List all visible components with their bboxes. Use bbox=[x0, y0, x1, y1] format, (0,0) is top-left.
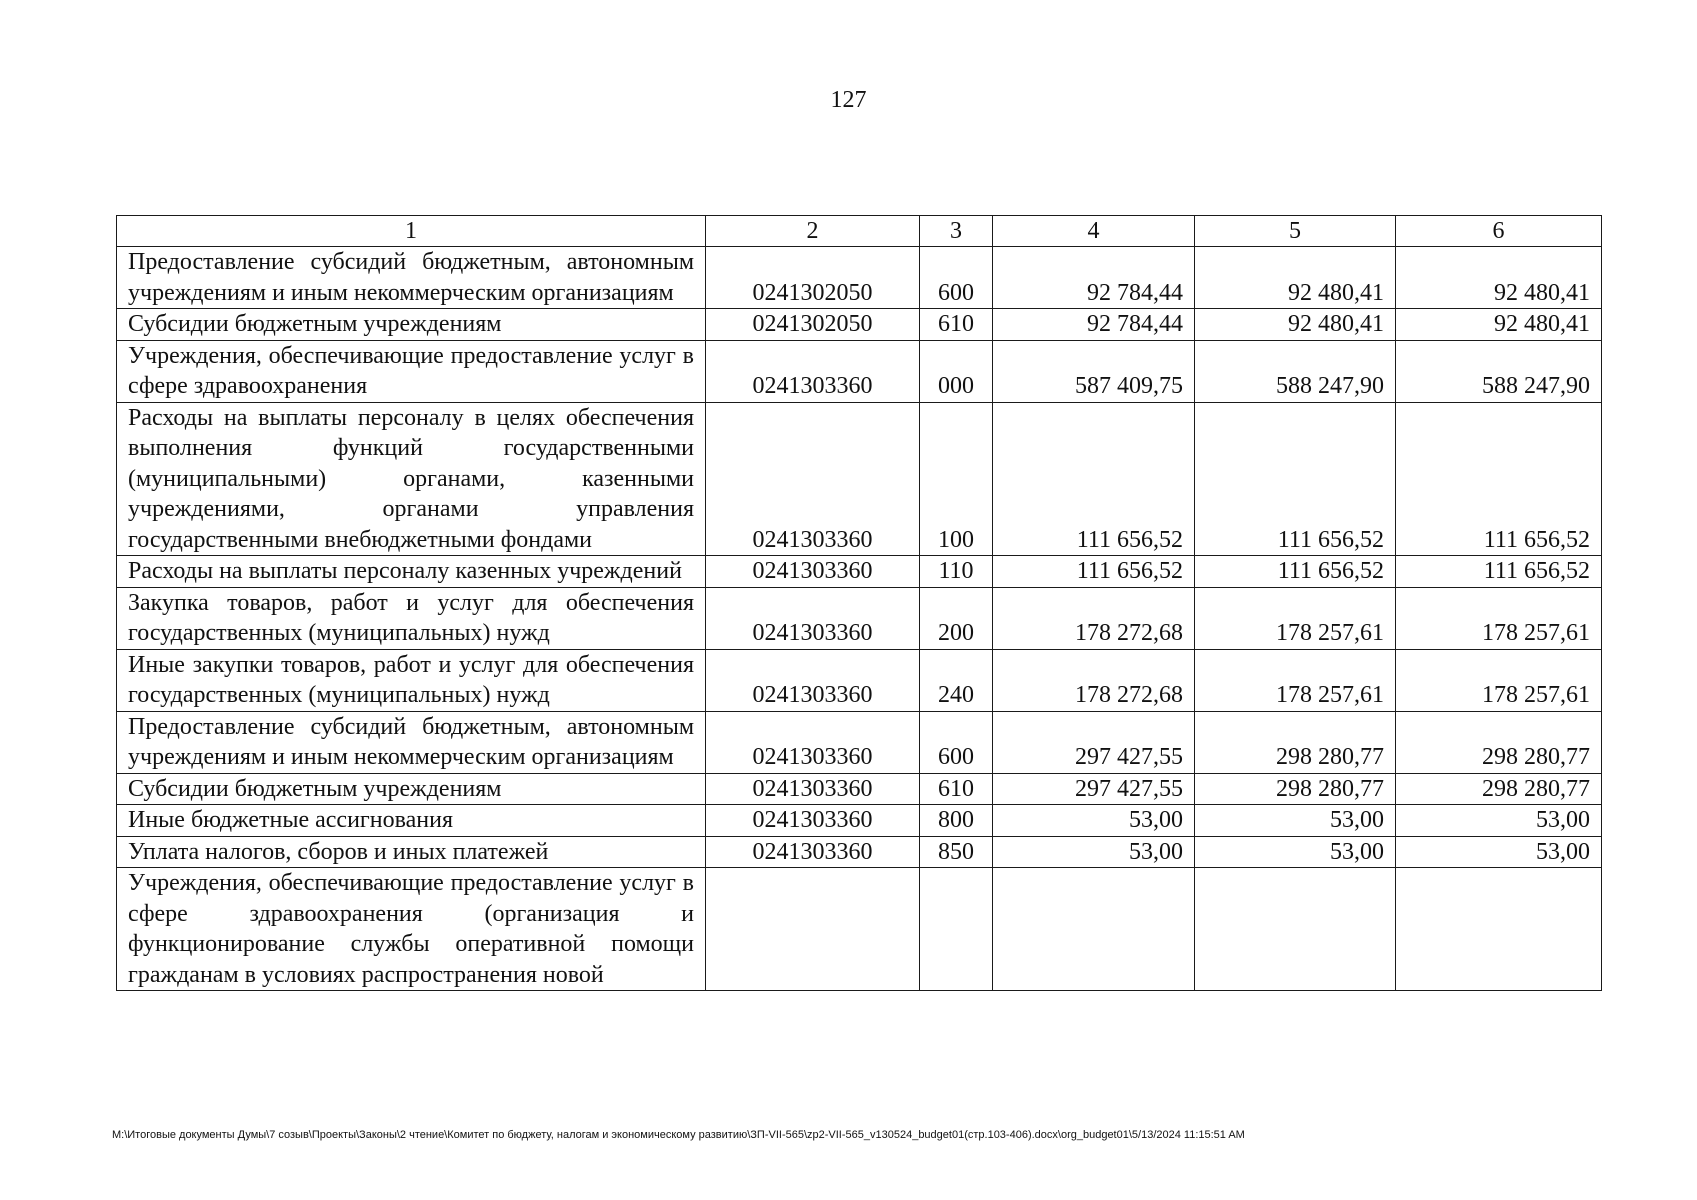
row-name: Расходы на выплаты персоналу в целях обеспечения выполнения функций государственными (муниципальными) органами, казенными учреждениями, органами управления государственными внебюджетными фондами bbox=[117, 402, 706, 556]
row-value-6: 111 656,52 bbox=[1396, 556, 1602, 588]
row-value-4: 297 427,55 bbox=[993, 773, 1195, 805]
row-name: Учреждения, обеспечивающие предоставление услуг в сфере здравоохранения bbox=[117, 340, 706, 402]
column-header: 6 bbox=[1396, 216, 1602, 247]
row-code: 0241303360 bbox=[706, 649, 920, 711]
row-value-5 bbox=[1195, 868, 1396, 991]
row-type: 600 bbox=[920, 247, 993, 309]
table-row bbox=[117, 868, 1602, 991]
row-code: 0241303360 bbox=[706, 556, 920, 588]
row-code: 0241303360 bbox=[706, 402, 920, 556]
table-row bbox=[117, 836, 1602, 868]
row-type: 000 bbox=[920, 340, 993, 402]
row-name: Расходы на выплаты персоналу казенных учреждений bbox=[117, 556, 706, 588]
row-value-5: 178 257,61 bbox=[1195, 649, 1396, 711]
row-code: 0241302050 bbox=[706, 247, 920, 309]
row-value-6: 92 480,41 bbox=[1396, 309, 1602, 341]
row-type: 800 bbox=[920, 805, 993, 837]
row-value-6: 111 656,52 bbox=[1396, 402, 1602, 556]
row-value-5: 53,00 bbox=[1195, 836, 1396, 868]
table-row bbox=[117, 402, 1602, 556]
column-header: 2 bbox=[706, 216, 920, 247]
column-header: 1 bbox=[117, 216, 706, 247]
row-value-4: 53,00 bbox=[993, 805, 1195, 837]
row-code: 0241303360 bbox=[706, 711, 920, 773]
row-type: 600 bbox=[920, 711, 993, 773]
row-value-4: 111 656,52 bbox=[993, 402, 1195, 556]
row-type: 200 bbox=[920, 587, 993, 649]
row-type: 240 bbox=[920, 649, 993, 711]
row-value-5: 178 257,61 bbox=[1195, 587, 1396, 649]
table-row bbox=[117, 711, 1602, 773]
row-value-4 bbox=[993, 868, 1195, 991]
row-name: Учреждения, обеспечивающие предоставление услуг в сфере здравоохранения (организация и функционирование службы оперативной помощи гражданам в условиях распространения новой bbox=[117, 868, 706, 991]
row-value-6: 298 280,77 bbox=[1396, 711, 1602, 773]
row-value-5: 298 280,77 bbox=[1195, 711, 1396, 773]
row-value-6: 178 257,61 bbox=[1396, 587, 1602, 649]
row-name: Предоставление субсидий бюджетным, автономным учреждениям и иным некоммерческим организациям bbox=[117, 247, 706, 309]
page-number: 127 bbox=[830, 87, 867, 113]
row-value-4: 587 409,75 bbox=[993, 340, 1195, 402]
row-type: 610 bbox=[920, 309, 993, 341]
row-name: Субсидии бюджетным учреждениям bbox=[117, 309, 706, 341]
row-code: 0241303360 bbox=[706, 340, 920, 402]
row-value-4: 178 272,68 bbox=[993, 587, 1195, 649]
table-row bbox=[117, 805, 1602, 837]
row-value-5: 111 656,52 bbox=[1195, 402, 1396, 556]
row-value-5: 92 480,41 bbox=[1195, 309, 1396, 341]
document-path-footer: M:\Итоговые документы Думы\7 созыв\Проекты\Законы\2 чтение\Комитет по бюджету, налогам и экономическому развитию\ЗП-VII-565\zp2-VII-565_v130524_budget01(стр.103-406).docx\org_budget01\5/13/2024 11:15:51 AM bbox=[112, 1129, 1245, 1141]
table-header-row bbox=[117, 216, 1602, 247]
table-row bbox=[117, 773, 1602, 805]
row-value-4: 111 656,52 bbox=[993, 556, 1195, 588]
row-type bbox=[920, 868, 993, 991]
budget-table bbox=[116, 215, 1602, 991]
row-name: Уплата налогов, сборов и иных платежей bbox=[117, 836, 706, 868]
row-value-4: 92 784,44 bbox=[993, 309, 1195, 341]
row-value-6 bbox=[1396, 868, 1602, 991]
row-value-6: 53,00 bbox=[1396, 836, 1602, 868]
row-name: Субсидии бюджетным учреждениям bbox=[117, 773, 706, 805]
row-name: Закупка товаров, работ и услуг для обеспечения государственных (муниципальных) нужд bbox=[117, 587, 706, 649]
row-value-5: 53,00 bbox=[1195, 805, 1396, 837]
row-name: Иные бюджетные ассигнования bbox=[117, 805, 706, 837]
row-value-6: 298 280,77 bbox=[1396, 773, 1602, 805]
row-value-6: 588 247,90 bbox=[1396, 340, 1602, 402]
table-row bbox=[117, 649, 1602, 711]
row-value-6: 178 257,61 bbox=[1396, 649, 1602, 711]
row-code bbox=[706, 868, 920, 991]
row-value-6: 53,00 bbox=[1396, 805, 1602, 837]
row-value-4: 178 272,68 bbox=[993, 649, 1195, 711]
table-row bbox=[117, 556, 1602, 588]
row-value-5: 588 247,90 bbox=[1195, 340, 1396, 402]
table-row bbox=[117, 587, 1602, 649]
table-row bbox=[117, 340, 1602, 402]
row-code: 0241302050 bbox=[706, 309, 920, 341]
column-header: 3 bbox=[920, 216, 993, 247]
row-value-6: 92 480,41 bbox=[1396, 247, 1602, 309]
table-row bbox=[117, 309, 1602, 341]
row-name: Иные закупки товаров, работ и услуг для обеспечения государственных (муниципальных) нужд bbox=[117, 649, 706, 711]
row-type: 110 bbox=[920, 556, 993, 588]
row-type: 610 bbox=[920, 773, 993, 805]
table-row bbox=[117, 247, 1602, 309]
row-code: 0241303360 bbox=[706, 587, 920, 649]
row-value-5: 111 656,52 bbox=[1195, 556, 1396, 588]
row-value-4: 53,00 bbox=[993, 836, 1195, 868]
row-value-4: 297 427,55 bbox=[993, 711, 1195, 773]
row-type: 100 bbox=[920, 402, 993, 556]
column-header: 5 bbox=[1195, 216, 1396, 247]
row-value-5: 92 480,41 bbox=[1195, 247, 1396, 309]
column-header: 4 bbox=[993, 216, 1195, 247]
row-value-5: 298 280,77 bbox=[1195, 773, 1396, 805]
row-name: Предоставление субсидий бюджетным, автономным учреждениям и иным некоммерческим организациям bbox=[117, 711, 706, 773]
row-code: 0241303360 bbox=[706, 836, 920, 868]
row-code: 0241303360 bbox=[706, 773, 920, 805]
row-type: 850 bbox=[920, 836, 993, 868]
row-code: 0241303360 bbox=[706, 805, 920, 837]
row-value-4: 92 784,44 bbox=[993, 247, 1195, 309]
